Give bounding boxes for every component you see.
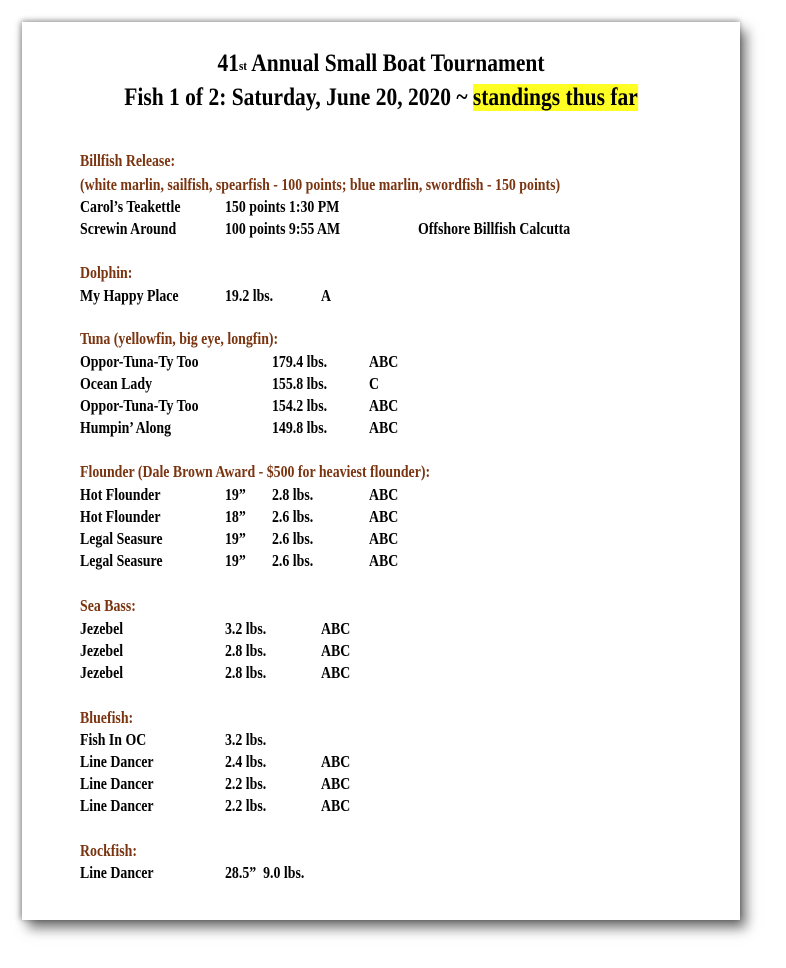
tuna-row-weight: 155.8 lbs. — [272, 374, 328, 393]
bluefish-row-code: ABC — [321, 752, 351, 771]
seabass-heading: Sea Bass: — [80, 596, 136, 615]
seabass-row-weight: 2.8 lbs. — [225, 663, 267, 682]
tuna-row-boat: Ocean Lady — [80, 374, 153, 393]
tuna-row-weight: 149.8 lbs. — [272, 418, 328, 437]
seabass-row-code: ABC — [321, 641, 351, 660]
billfish-row-extra: Offshore Billfish Calcutta — [418, 219, 571, 238]
flounder-row-boat: Hot Flounder — [80, 507, 161, 526]
document-page — [22, 22, 740, 920]
bluefish-row-code: ABC — [321, 774, 351, 793]
flounder-row-code: ABC — [369, 529, 399, 548]
flounder-row-code: ABC — [369, 485, 399, 504]
dolphin-row-weight: 19.2 lbs. — [225, 286, 274, 305]
tuna-row-code: C — [369, 374, 380, 393]
tuna-row-boat: Oppor-Tuna-Ty Too — [80, 352, 199, 371]
tuna-row-code: ABC — [369, 352, 399, 371]
bluefish-row-boat: Line Dancer — [80, 796, 154, 815]
bluefish-row-weight: 2.4 lbs. — [225, 752, 267, 771]
dolphin-heading: Dolphin: — [80, 263, 133, 282]
flounder-row-weight: 2.8 lbs. — [272, 485, 314, 504]
bluefish-row-weight: 2.2 lbs. — [225, 796, 267, 815]
tuna-row-boat: Humpin’ Along — [80, 418, 172, 437]
billfish-note: (white marlin, sailfish, spearfish - 100 points; blue marlin, swordfish - 150 points) — [80, 175, 561, 194]
tuna-row-weight: 179.4 lbs. — [272, 352, 328, 371]
bluefish-heading: Bluefish: — [80, 708, 134, 727]
billfish-row-points: 100 points 9:55 AM — [225, 219, 341, 238]
tuna-row-weight: 154.2 lbs. — [272, 396, 328, 415]
bluefish-row-boat: Fish In OC — [80, 730, 147, 749]
highlighted-standings: standings thus far — [472, 84, 638, 111]
flounder-row-boat: Legal Seasure — [80, 529, 163, 548]
bluefish-row-weight: 3.2 lbs. — [225, 730, 267, 749]
flounder-row-code: ABC — [369, 551, 399, 570]
rockfish-row-measure: 28.5” 9.0 lbs. — [225, 863, 305, 882]
flounder-row-code: ABC — [369, 507, 399, 526]
tuna-row-boat: Oppor-Tuna-Ty Too — [80, 396, 199, 415]
title-line-1: 41st Annual Small Boat Tournament — [217, 50, 545, 77]
flounder-row-boat: Hot Flounder — [80, 485, 161, 504]
flounder-row-length: 19” — [225, 551, 246, 570]
seabass-row-weight: 3.2 lbs. — [225, 619, 267, 638]
flounder-row-weight: 2.6 lbs. — [272, 551, 314, 570]
bluefish-row-boat: Line Dancer — [80, 752, 154, 771]
seabass-row-boat: Jezebel — [80, 619, 124, 638]
bluefish-row-code: ABC — [321, 796, 351, 815]
tuna-heading: Tuna (yellowfin, big eye, longfin): — [80, 329, 279, 348]
seabass-row-weight: 2.8 lbs. — [225, 641, 267, 660]
bluefish-row-weight: 2.2 lbs. — [225, 774, 267, 793]
flounder-row-length: 19” — [225, 529, 246, 548]
rockfish-heading: Rockfish: — [80, 841, 137, 860]
seabass-row-code: ABC — [321, 663, 351, 682]
dolphin-row-code: A — [321, 286, 332, 305]
seabass-row-boat: Jezebel — [80, 663, 124, 682]
flounder-heading: Flounder (Dale Brown Award - $500 for heaviest flounder): — [80, 462, 431, 481]
rockfish-row-boat: Line Dancer — [80, 863, 154, 882]
billfish-row-boat: Carol’s Teakettle — [80, 197, 181, 216]
billfish-row-points: 150 points 1:30 PM — [225, 197, 340, 216]
title-line-2: Fish 1 of 2: Saturday, June 20, 2020 ~ standings thus far — [124, 84, 638, 111]
billfish-heading: Billfish Release: — [80, 151, 176, 170]
flounder-row-length: 18” — [225, 507, 246, 526]
tuna-row-code: ABC — [369, 396, 399, 415]
seabass-row-boat: Jezebel — [80, 641, 124, 660]
flounder-row-weight: 2.6 lbs. — [272, 529, 314, 548]
flounder-row-weight: 2.6 lbs. — [272, 507, 314, 526]
flounder-row-boat: Legal Seasure — [80, 551, 163, 570]
dolphin-row-boat: My Happy Place — [80, 286, 179, 305]
flounder-row-length: 19” — [225, 485, 246, 504]
tuna-row-code: ABC — [369, 418, 399, 437]
billfish-row-boat: Screwin Around — [80, 219, 177, 238]
seabass-row-code: ABC — [321, 619, 351, 638]
bluefish-row-boat: Line Dancer — [80, 774, 154, 793]
